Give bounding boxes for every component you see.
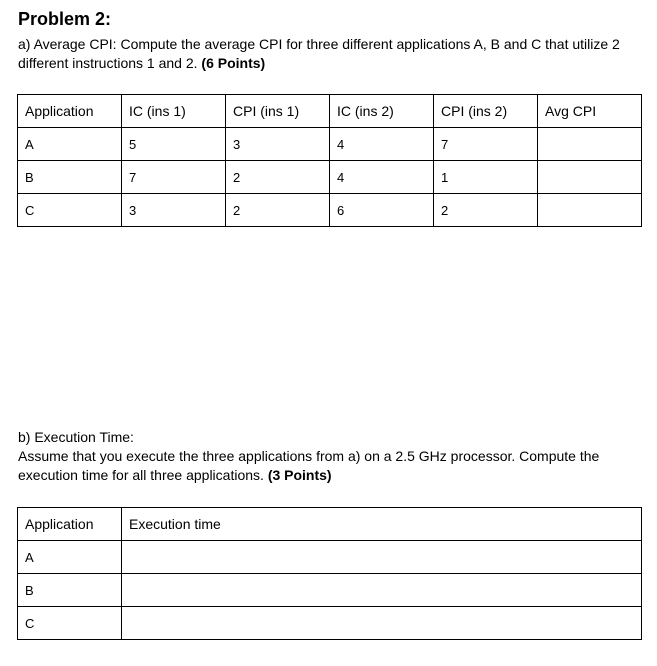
- part-a-instructions: [18, 35, 648, 73]
- part-b-text: Assume that you execute the three applications from a) on a 2.5 GHz processor. Compute the execution time for all three applications.: [18, 448, 600, 483]
- cell-ic-ins2: 6: [330, 194, 434, 227]
- cell-application: A: [18, 128, 122, 161]
- part-a-text: a) Average CPI: Compute the average CPI for three different applications A, B and C that utilize 2 different instructions 1 and 2.: [18, 36, 620, 71]
- cell-ic-ins1: 7: [122, 161, 226, 194]
- cell-application: B: [18, 161, 122, 194]
- avg-cpi-table: [17, 94, 642, 227]
- problem-title: Problem 2:: [18, 9, 112, 29]
- header-execution-time: Execution time: [122, 508, 642, 541]
- cell-execution-time-answer[interactable]: [122, 607, 642, 640]
- table-row: [18, 194, 642, 227]
- cell-avg-cpi-answer[interactable]: [538, 194, 642, 227]
- table-header-row: [18, 508, 642, 541]
- header-application: Application: [18, 508, 122, 541]
- header-avg-cpi: Avg CPI: [538, 95, 642, 128]
- table-row: [18, 128, 642, 161]
- cell-cpi-ins1: 3: [226, 128, 330, 161]
- cell-cpi-ins1: 2: [226, 161, 330, 194]
- cell-application: B: [18, 574, 122, 607]
- cell-cpi-ins2: 7: [434, 128, 538, 161]
- table-row: [18, 161, 642, 194]
- header-application: Application: [18, 95, 122, 128]
- cell-execution-time-answer[interactable]: [122, 574, 642, 607]
- cell-cpi-ins1: 2: [226, 194, 330, 227]
- table-row: [18, 541, 642, 574]
- execution-time-table: [17, 507, 642, 640]
- part-b-instructions: [18, 447, 648, 485]
- cell-application: C: [18, 194, 122, 227]
- part-b-heading: b) Execution Time:: [18, 429, 134, 445]
- cell-execution-time-answer[interactable]: [122, 541, 642, 574]
- part-a-points: (6 Points): [201, 55, 266, 71]
- table-header-row: [18, 95, 642, 128]
- cell-cpi-ins2: 2: [434, 194, 538, 227]
- cell-avg-cpi-answer[interactable]: [538, 128, 642, 161]
- part-b-points: (3 Points): [267, 467, 332, 483]
- table-row: [18, 607, 642, 640]
- cell-application: C: [18, 607, 122, 640]
- cell-ic-ins1: 5: [122, 128, 226, 161]
- cell-cpi-ins2: 1: [434, 161, 538, 194]
- cell-ic-ins2: 4: [330, 128, 434, 161]
- header-ic-ins2: IC (ins 2): [330, 95, 434, 128]
- cell-ic-ins2: 4: [330, 161, 434, 194]
- cell-avg-cpi-answer[interactable]: [538, 161, 642, 194]
- cell-ic-ins1: 3: [122, 194, 226, 227]
- header-cpi-ins1: CPI (ins 1): [226, 95, 330, 128]
- header-cpi-ins2: CPI (ins 2): [434, 95, 538, 128]
- header-ic-ins1: IC (ins 1): [122, 95, 226, 128]
- table-row: [18, 574, 642, 607]
- cell-application: A: [18, 541, 122, 574]
